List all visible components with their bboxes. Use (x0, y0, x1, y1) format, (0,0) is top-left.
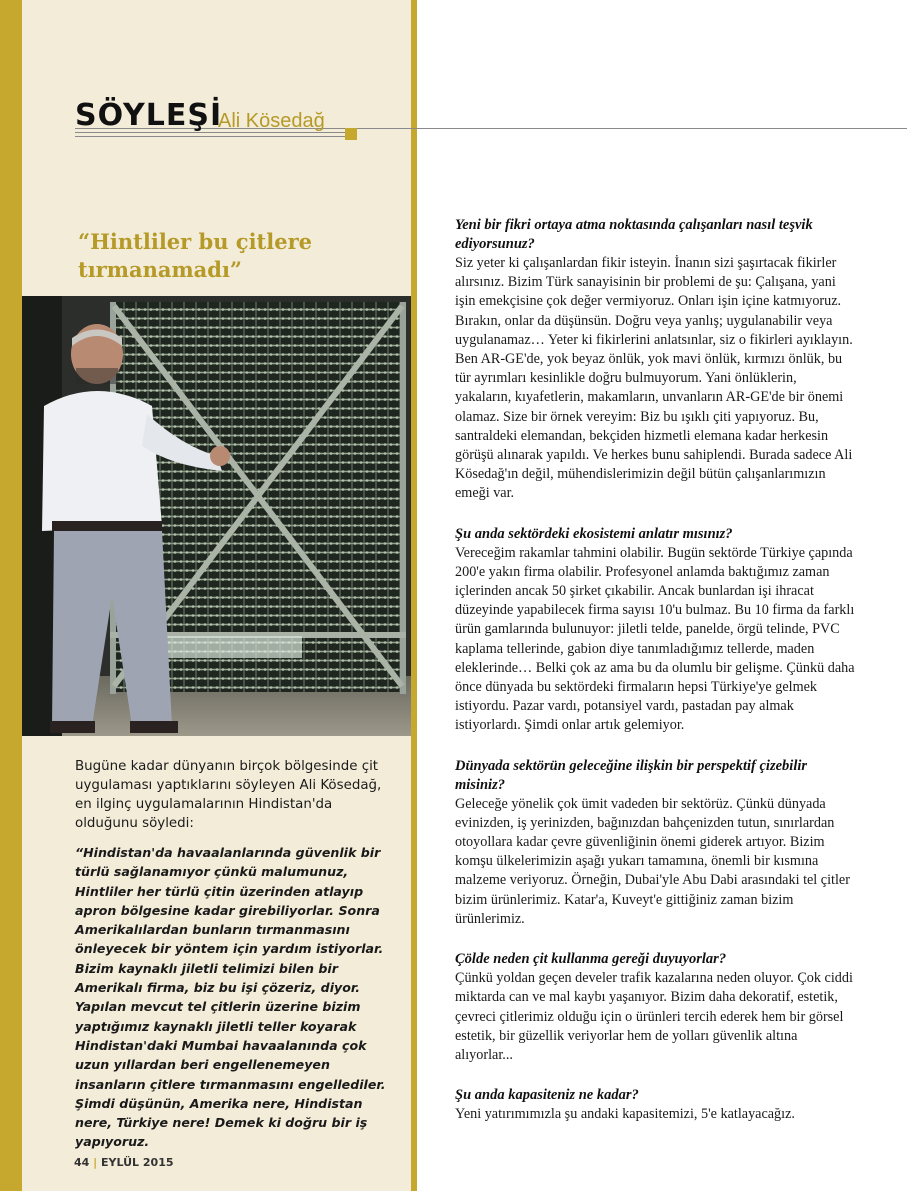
section-title: SÖYLEŞİ (75, 98, 223, 133)
interview-column (455, 216, 855, 1145)
question-3: Dünyada sektörün geleceğine ilişkin bir perspektif çizebilir misiniz? (455, 757, 808, 793)
header-square-ornament (345, 128, 357, 140)
pull-quote: “Hintliler bu çitlere tırmanamadı” (78, 229, 313, 282)
quote-body: “Hindistan'da havaalanlarında güvenlik bir türlü sağlanamıyor çünkü malumunuz, Hintliler her türlü çitin üzerinden atlayıp apron bölgesine kadar girebiliyorlar. Sonra Amerikalılardan bunların tırmanmasını önleyecek bir yöntem için yardım istiyorlar. Bizim kaynaklı jiletli telimizi bilen bir Amerikalı firma, biz bu işi çözeriz, diyor. Yapılan mevcut tel çitlerin üzerine bizim yaptığımız kaynaklı jiletli teller koyarak Hindistan'daki Mumbai havaalanında çok uzun yıllardan beri engellenemeyen insanların çitlere tırmanmasını engellediler. Şimdi düşünün, Amerika nere, Hindistan nere, Türkiye nere! Demek ki doğru bir iş yapıyoruz. (75, 845, 386, 1150)
answer-1: Siz yeter ki çalışanlardan fikir isteyin. İnanın sizi şaşırtacak fikirler alırsınız. Bizim Türk sanayisinin bir problemi de şu: Çalışana, yani işin emekçisine çok değer vermiyoruz. Onları işin içine katmıyoruz. Bırakın, onlar da düşünsün. Doğru veya yanlış; uygulanabilir veya uygulanamaz… Yeter ki fikirlerini anlatsınlar, siz o fikirleri ayıklayın. Ben AR-GE'de, yok beyaz önlük, yok mavi önlük, kırmızı önlük, bu tür ayrımları kesinlikle doğru bulmuyorum. Yani önlüklerin, yakaların, kıyafetlerin, makamların, unvanların AR-GE'de bir önemi olamaz. Size bir örnek vereyim: Biz bu ışıklı çiti yapıyoruz. Bu, santraldeki elemandan, bekçiden hizmetli elemana kadar herkesin görüşü alınarak yapıldı. Ve herkes bunu sahiplendi. Burada sadece Ali Kösedağ'ın değil, mühendislerimizin değil bütün çalışanlarımızın emeği var. (455, 255, 853, 502)
answer-3: Geleceğe yönelik çok ümit vadeden bir sektörüz. Çünkü dünyada evinizden, iş yerinizden, bağınızdan bahçenizden tutun, sınırlardan otoyollara kadar çevre güvenliğinin önemi giderek artıyor. Bizim komşu ülkelerimizin aşağı yukarı tamamına, önemli bir kısmına malzeme veriyoruz. Örneğin, Dubai'yle Abu Dabi arasındaki tel çitler bizim ürünlerimiz. Katar'a, Kuveyt'e gittiğiniz zaman bizim ürünlerimiz. (455, 795, 850, 927)
answer-2: Vereceğim rakamlar tahmini olabilir. Bugün sektörde Türkiye çapında 200'e yakın firma olabilir. Profesyonel anlamda baktığımız zaman içlerinden ancak 50 şirket çıkabilir. Ancak bunlardan işi ihracat düzeyinde yapabilecek firma sayısı 10'u bulmaz. Bu 10 firma da farklı ürün gamlarında bulunuyor: jiletli telde, panelde, örgü telinde, PVC kaplama tellerinde, gabion diye tanımladığımız tellerde, maden eleklerinde… Belki çok az ama bu da olumlu bir gelişme. Çünkü daha önce dünyada bu sektördeki firmaların hepsi Türkiye'ye gelmek istiyordu. Pazar vardı, potansiyel vardı, pastadan pay almak istiyorlardı. Şimdi onlar artık gelemiyor. (455, 544, 855, 734)
fence-photo (22, 296, 411, 736)
left-accent-bar (0, 0, 22, 1191)
photo-illustration (22, 296, 411, 736)
answer-5: Yeni yatırımımızla şu andaki kapasitemizi, 5'e katlayacağız. (455, 1106, 795, 1123)
header-rule-tertiary (75, 136, 350, 137)
question-1: Yeni bir fikri ortaya atma noktasında çalışanları nasıl teşvik ediyorsunuz? (455, 217, 813, 252)
question-2: Şu anda sektördeki ekosistemi anlatır mısınız? (455, 525, 733, 542)
page-footer (74, 1156, 174, 1169)
issue-date: EYLÜL 2015 (101, 1156, 174, 1169)
intro-paragraph: Bugüne kadar dünyanın birçok bölgesinde çit uygulaması yaptıklarını söyleyen Ali Kösedağ, en ilginç uygulamalarının Hindistan'da olduğunu söyledi: (75, 759, 382, 831)
column-divider (411, 0, 417, 1191)
answer-4: Çünkü yoldan geçen develer trafik kazalarına neden oluyor. Çok ciddi miktarda can ve mal kaybı yaşanıyor. Bizim daha dekoratif, estetik, çevreci çitlerimiz olduğu için o ürünleri tercih ederek hem bir görsel estetik, bir güzellik veriyorlar hem de yolları güvenlik altına alıyorlar... (455, 970, 853, 1063)
author-name: Ali Kösedağ (218, 110, 325, 132)
footer-separator: | (93, 1156, 98, 1169)
page-number: 44 (74, 1156, 90, 1169)
question-4: Çölde neden çit kullanma gereği duyuyorlar? (455, 951, 727, 968)
question-5: Şu anda kapasiteniz ne kadar? (455, 1087, 639, 1104)
